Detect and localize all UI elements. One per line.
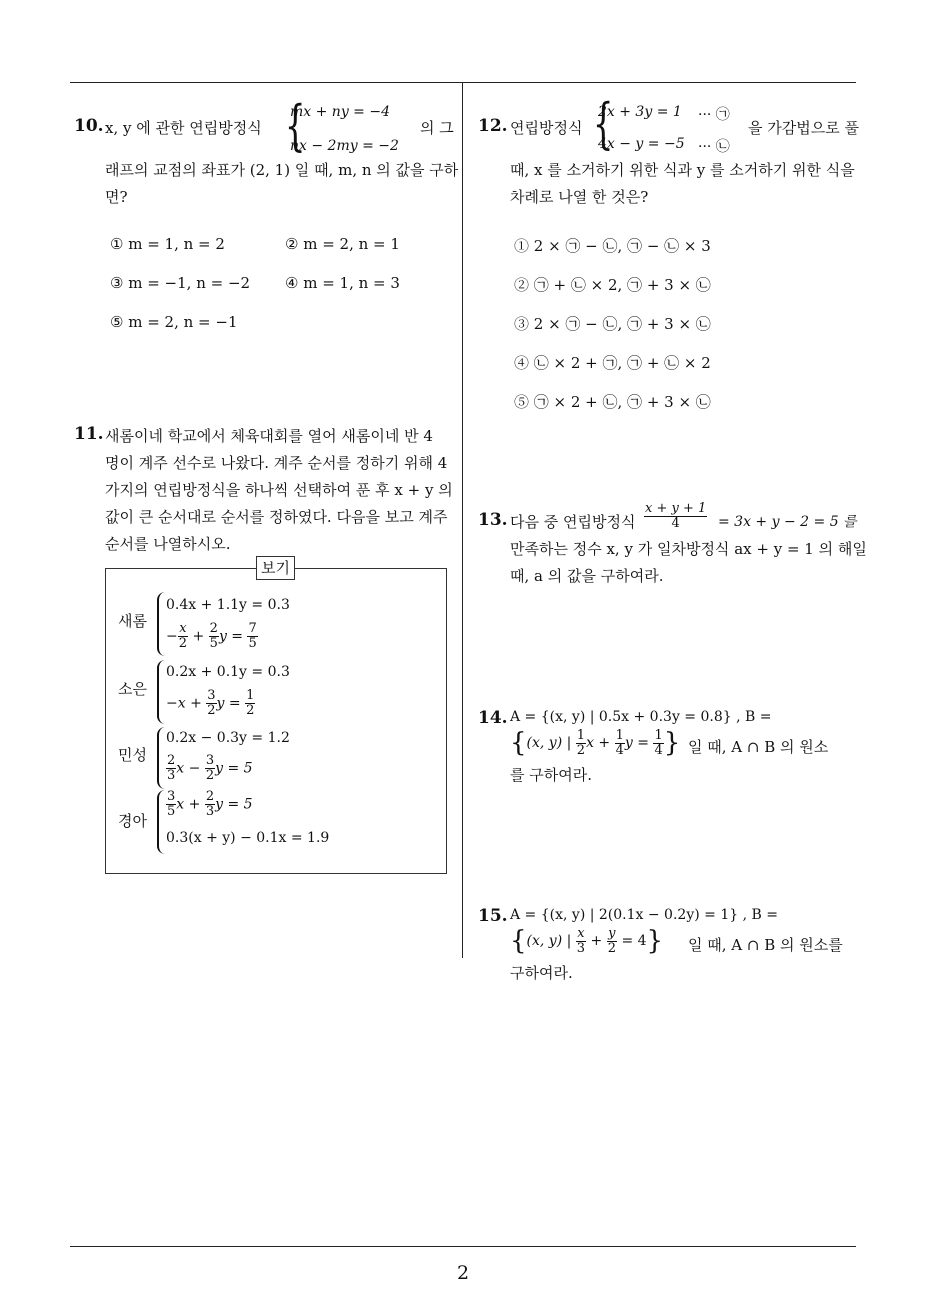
q10-choice-3[interactable]: ③ m = −1, n = −2	[110, 274, 251, 292]
soeun-eq1: 0.2x + 0.1y = 0.3	[166, 664, 290, 680]
minseong-eq1: 0.2x − 0.3y = 1.2	[166, 730, 290, 746]
q14-eq: y =	[624, 735, 649, 751]
q14-line3: 를 구하여라.	[510, 766, 592, 784]
q10-choice-1[interactable]: ① m = 1, n = 2	[110, 235, 225, 253]
q13-number: 13.	[478, 510, 508, 530]
q14-line2	[510, 728, 680, 758]
row-label-minseong: 민성	[118, 746, 147, 764]
gyeonga-frac1: $\frac{3}{5}$	[167, 789, 176, 819]
q11-line3: 가지의 연립방정식을 하나씩 선택하여 푼 후 x + y 의	[105, 481, 453, 499]
q13-tail1: = 3x + y − 2 = 5 를	[718, 514, 857, 530]
q10-choice-2[interactable]: ② m = 2, n = 1	[285, 235, 400, 253]
column-divider	[462, 82, 463, 958]
soeun-eq2-lead: −x +	[166, 695, 202, 712]
q15-lbrace: {	[510, 926, 527, 956]
q10-lead: x, y 에 관한 연립방정식	[105, 119, 262, 137]
minseong-frac1: $\frac{2}{3}$	[167, 753, 176, 783]
q12-choice-5[interactable]: ⑤ ㉠ × 2 + ㉡, ㉠ + 3 × ㉡	[514, 393, 711, 411]
soeun-eq2-y: y =	[216, 695, 241, 712]
soeun-eq2	[166, 689, 255, 718]
page-number: 2	[456, 1262, 470, 1284]
q14-frac1: $\frac{1}{2}$	[576, 727, 586, 758]
q15-line2	[510, 926, 663, 956]
q14-tail: 일 때, A ∩ B 의 원소	[688, 738, 829, 756]
row-label-soeun: 소은	[118, 680, 147, 698]
q12-number: 12.	[478, 116, 508, 136]
gyeonga-eq1-x: x +	[176, 796, 201, 813]
q12-brace: {	[592, 92, 614, 155]
q11-line1: 새롬이네 학교에서 체육대회를 열어 새롬이네 반 4	[105, 427, 433, 445]
q12-choice-2[interactable]: ② ㉠ + ㉡ × 2, ㉠ + 3 × ㉡	[514, 276, 711, 294]
saerom-eq2-plus: +	[192, 628, 205, 645]
q15-line3: 구하여라.	[510, 964, 573, 982]
q13-frac	[644, 502, 707, 531]
q14-frac3: $\frac{1}{4}$	[654, 727, 663, 758]
gyeonga-eq1	[166, 790, 253, 819]
gyeonga-frac2: $\frac{2}{3}$	[205, 789, 215, 819]
q15-set-a: (x, y) |	[526, 933, 572, 949]
q10-choice-5[interactable]: ⑤ m = 2, n = −1	[110, 313, 238, 331]
minseong-eq2-y: y = 5	[215, 760, 253, 777]
q12-choice-1[interactable]: ① 2 × ㉠ − ㉡, ㉠ − ㉡ × 3	[514, 237, 711, 255]
q11-line4: 값이 큰 순서대로 순서를 정하였다. 다음을 보고 계주	[105, 508, 448, 526]
minseong-frac2: $\frac{3}{2}$	[205, 753, 215, 783]
q13-line3: 때, a 의 값을 구하여라.	[510, 567, 664, 585]
q12-eq1-tag: ··· ㉠	[698, 107, 730, 123]
q14-lbrace: {	[510, 728, 527, 758]
q14-mid: x +	[586, 735, 611, 751]
q11-number: 11.	[74, 424, 104, 444]
saerom-frac2: $\frac{2}{5}$	[209, 621, 218, 651]
q15-eq: = 4	[621, 933, 647, 949]
soeun-frac3: $\frac{1}{2}$	[246, 688, 255, 718]
q10-choice-4[interactable]: ④ m = 1, n = 3	[285, 274, 400, 292]
q13-lead: 다음 중 연립방정식	[510, 513, 636, 531]
bogi-title: 보기	[256, 556, 295, 580]
saerom-eq2-y: y =	[218, 628, 244, 645]
q10-eq2: nx − 2my = −2	[290, 138, 399, 154]
q12-lead: 연립방정식	[510, 119, 583, 137]
saerom-frac1: $\frac{x}{2}$	[178, 621, 188, 651]
q15-number: 15.	[478, 906, 508, 926]
row-label-saerom: 새롬	[118, 612, 147, 630]
q12-line2: 때, x 를 소거하기 위한 식과 y 를 소거하기 위한 식을	[510, 161, 855, 179]
q12-eq2: 4x − y = −5	[598, 136, 685, 152]
q15-rbrace: }	[646, 926, 664, 956]
q10-line2: 래프의 교점의 좌표가 (2, 1) 일 때, m, n 의 값을 구하	[105, 161, 459, 179]
q15-tail: 일 때, A ∩ B 의 원소를	[688, 936, 843, 954]
q12-line3: 차례로 나열 한 것은?	[510, 188, 649, 206]
q14-number: 14.	[478, 708, 508, 728]
q14-set-a: (x, y) |	[526, 735, 572, 751]
saerom-frac3: $\frac{7}{5}$	[248, 621, 257, 651]
gyeonga-eq1-y: y = 5	[215, 796, 253, 813]
q12-eq1: 2x + 3y = 1	[598, 104, 682, 120]
q12-choice-4[interactable]: ④ ㉡ × 2 + ㉠, ㉠ + ㉡ × 2	[514, 354, 711, 372]
q15-frac2: $\frac{y}{2}$	[607, 925, 616, 956]
minseong-eq2-x: x −	[176, 760, 201, 777]
q11-line2: 명이 계주 선수로 나왔다. 계주 순서를 정하기 위해 4	[105, 454, 448, 472]
q14-frac2: $\frac{1}{4}$	[615, 727, 624, 758]
q15-line1: A = {(x, y) | 2(0.1x − 0.2y) = 1} , B =	[510, 907, 778, 923]
q10-tail1: 의 그	[420, 119, 454, 137]
q12-eq2-tag: ··· ㉡	[698, 139, 730, 155]
q13-frac-num: x + y + 1	[645, 501, 707, 516]
row-label-gyeonga: 경아	[118, 812, 147, 830]
q10-brace: {	[284, 94, 306, 157]
q12-choice-3[interactable]: ③ 2 × ㉠ − ㉡, ㉠ + 3 × ㉡	[514, 315, 711, 333]
q10-eq1: mx + ny = −4	[290, 104, 390, 120]
soeun-frac1: $\frac{3}{2}$	[207, 688, 216, 718]
q10-number: 10.	[74, 116, 104, 136]
bottom-rule	[70, 1246, 856, 1247]
minseong-eq2	[166, 754, 253, 783]
q12-tail1: 을 가감법으로 풀	[748, 119, 859, 137]
q15-frac1: $\frac{x}{3}$	[576, 925, 586, 956]
saerom-eq1: 0.4x + 1.1y = 0.3	[166, 597, 290, 613]
q14-rbrace: }	[663, 728, 681, 758]
saerom-eq2-sign: −	[166, 628, 178, 645]
q14-line1: A = {(x, y) | 0.5x + 0.3y = 0.8} , B =	[510, 709, 772, 725]
q13-frac-den: 4	[671, 516, 680, 531]
q11-line5: 순서를 나열하시오.	[105, 535, 231, 553]
top-rule	[70, 82, 856, 83]
saerom-eq2	[166, 622, 258, 651]
gyeonga-eq2: 0.3(x + y) − 0.1x = 1.9	[166, 830, 330, 846]
q13-line2: 만족하는 정수 x, y 가 일차방정식 ax + y = 1 의 해일	[510, 540, 867, 558]
q15-mid: +	[590, 933, 603, 949]
q10-line3: 면?	[105, 188, 128, 206]
